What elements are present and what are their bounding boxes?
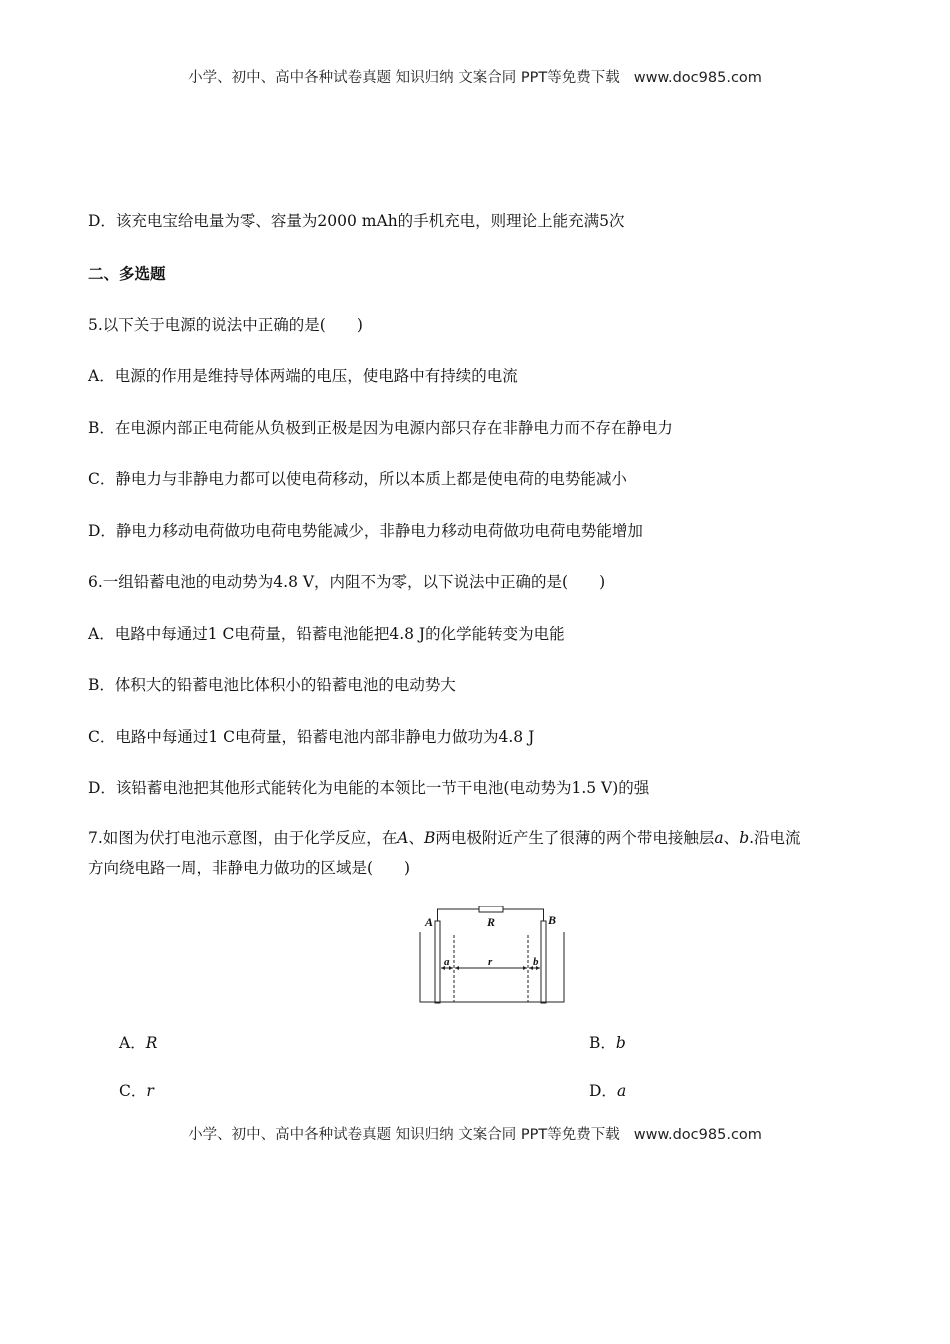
page-footer xyxy=(0,1123,950,1144)
header-site[interactable]: www.doc985.com xyxy=(633,70,762,86)
q4-option-d: D．该充电宝给电量为零、容量为2000 mAh的手机充电，则理论上能充满5次 xyxy=(88,212,625,230)
label-R: R xyxy=(487,915,496,929)
q5-option-d: D．静电力移动电荷做功电荷电势能减少，非静电力移动电荷做功电荷电势能增加 xyxy=(88,522,643,540)
q5-option-c: C．静电力与非静电力都可以使电荷移动，所以本质上都是使电荷的电势能减小 xyxy=(88,470,627,488)
label-b: b xyxy=(533,956,539,968)
electrode-a xyxy=(435,921,440,1003)
q7-option-b: B．b xyxy=(589,1034,626,1052)
q6-option-b: B．体积大的铅蓄电池比体积小的铅蓄电池的电动势大 xyxy=(88,676,456,694)
section-title: 二、多选题 xyxy=(88,264,166,283)
q7-stem: 7.如图为伏打电池示意图，由于化学反应，在A、B两电极附近产生了很薄的两个带电接触层a、b.沿电流 xyxy=(88,829,801,847)
q6-option-a: A．电路中每通过1 C电荷量，铅蓄电池能把4.8 J的化学能转变为电能 xyxy=(88,625,565,643)
electrode-b xyxy=(541,921,546,1003)
label-r: r xyxy=(488,956,493,968)
resistor-r xyxy=(479,906,503,912)
q7-option-d: D．a xyxy=(589,1082,627,1100)
q6-option-d: D．该铅蓄电池把其他形式能转化为电能的本领比一节干电池(电动势为1.5 V)的强 xyxy=(88,779,650,797)
q5-option-a: A．电源的作用是维持导体两端的电压，使电路中有持续的电流 xyxy=(88,367,518,385)
label-a: a xyxy=(444,956,450,968)
q7-option-a: A．R xyxy=(119,1034,158,1052)
q5-option-b: B．在电源内部正电荷能从负极到正极是因为电源内部只存在非静电力而不存在静电力 xyxy=(88,419,673,437)
footer-site[interactable]: www.doc985.com xyxy=(633,1127,762,1143)
label-A: A xyxy=(425,915,434,929)
page-header xyxy=(0,66,950,87)
footer-text: 小学、初中、高中各种试卷真题 知识归纳 文案合同 PPT等免费下载 xyxy=(188,1127,620,1143)
q6-stem: 6.一组铅蓄电池的电动势为4.8 V，内阻不为零，以下说法中正确的是( ) xyxy=(88,573,606,591)
header-text: 小学、初中、高中各种试卷真题 知识归纳 文案合同 PPT等免费下载 xyxy=(188,70,620,86)
q7-stem-line2: 方向绕电路一周，非静电力做功的区域是( ) xyxy=(88,859,411,877)
voltaic-cell-figure xyxy=(418,906,568,1008)
label-B: B xyxy=(548,913,557,927)
q5-stem: 5.以下关于电源的说法中正确的是( ) xyxy=(88,316,363,334)
q7-option-c: C．r xyxy=(119,1082,154,1100)
q6-option-c: C．电路中每通过1 C电荷量，铅蓄电池内部非静电力做功为4.8 J xyxy=(88,728,535,746)
